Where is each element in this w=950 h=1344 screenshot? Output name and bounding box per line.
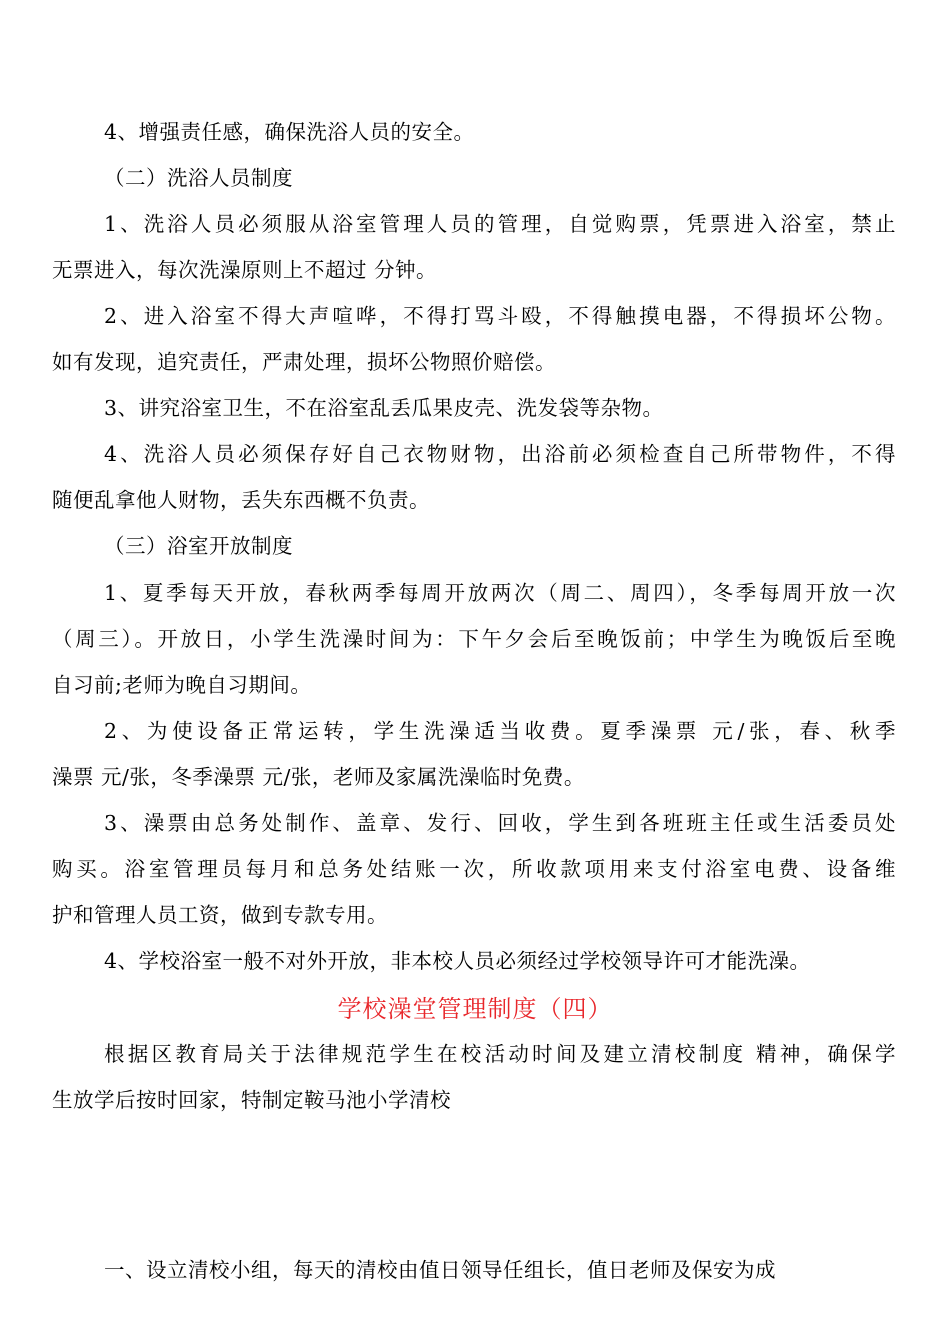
text-line: 根据区教育局关于法律规范学生在校活动时间及建立清校制度 精神，确保学 <box>104 1042 896 1066</box>
text-line: 一、设立清校小组，每天的清校由值日领导任组长，值日老师及保安为成 <box>104 1258 776 1282</box>
text-line: 1、洗浴人员必须服从浴室管理人员的管理，自觉购票，凭票进入浴室，禁止 <box>104 212 896 236</box>
text-line: 生放学后按时回家，特制定鞍马池小学清校 <box>52 1088 451 1112</box>
text-line: 4、学校浴室一般不对外开放，非本校人员必须经过学校领导许可才能洗澡。 <box>104 949 811 973</box>
text-line: 2、为使设备正常运转，学生洗澡适当收费。夏季澡票 元/张，春、秋季 <box>104 719 896 743</box>
text-line: 无票进入，每次洗澡原则上不超过 分钟。 <box>52 258 438 282</box>
section-heading: （三）浴室开放制度 <box>104 534 293 558</box>
text-line: （周三）。开放日，小学生洗澡时间为：下午夕会后至晚饭前；中学生为晚饭后至晚 <box>52 627 896 651</box>
text-line: 购买。浴室管理员每月和总务处结账一次，所收款项用来支付浴室电费、设备维 <box>52 857 896 881</box>
text-line: 1、夏季每天开放，春秋两季每周开放两次（周二、周四），冬季每周开放一次 <box>104 581 896 605</box>
document-title: 学校澡堂管理制度（四） <box>337 995 613 1023</box>
text-line: 自习前;老师为晚自习期间。 <box>52 673 312 697</box>
section-heading: （二）洗浴人员制度 <box>104 166 293 190</box>
text-line: 随便乱拿他人财物，丢失东西概不负责。 <box>52 488 430 512</box>
text-line: 2、进入浴室不得大声喧哗，不得打骂斗殴，不得触摸电器，不得损坏公物。 <box>104 304 896 328</box>
text-line: 3、澡票由总务处制作、盖章、发行、回收，学生到各班班主任或生活委员处 <box>104 811 896 835</box>
text-line: 护和管理人员工资，做到专款专用。 <box>52 903 388 927</box>
text-line: 4、增强责任感，确保洗浴人员的安全。 <box>104 120 475 144</box>
text-line: 4、洗浴人员必须保存好自己衣物财物，出浴前必须检查自己所带物件，不得 <box>104 442 896 466</box>
text-line: 澡票 元/张，冬季澡票 元/张，老师及家属洗澡临时免费。 <box>52 765 585 789</box>
text-line: 如有发现，追究责任，严肃处理，损坏公物照价赔偿。 <box>52 350 556 374</box>
text-line: 3、讲究浴室卫生，不在浴室乱丢瓜果皮壳、洗发袋等杂物。 <box>104 396 664 420</box>
